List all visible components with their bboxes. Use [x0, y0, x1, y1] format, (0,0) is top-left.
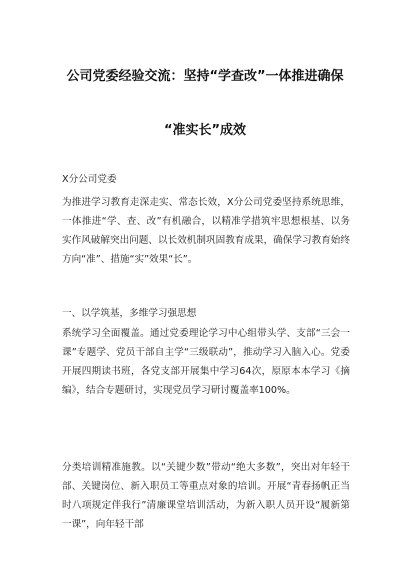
- document-title-line-2: “准实长”成效: [163, 123, 247, 138]
- intro-paragraph: 为推进学习教育走深走实、常态长效，X分公司党委坚持系统思维，一体推进“学、查、改”有机融合，以精准学措筑牢思想根基、以务实作风破解突出问题、以长效机制巩固教育成果，确保学习教育始终方向“准”、措施“实”效果“长”。: [62, 197, 350, 265]
- section-heading: 一、以学筑基，多维学习强思想: [62, 308, 197, 319]
- document-title-line-1: 公司党委经验交流：坚持“学查改”一体推进确保: [66, 69, 344, 84]
- body-paragraph-training: 分类培训精准施教。以“关键少数”带动“绝大多数”，突出对年轻干部、关键岗位、新入职员工等重点对象的培训。开展“青春扬帆正当时八项规定伴我行”清廉课堂培训活动，为新入职人员开设“履新第一课”，向年轻干部: [62, 462, 350, 530]
- organization-name: X分公司党委: [62, 174, 117, 185]
- body-paragraph-study: 系统学习全面覆盖。通过党委理论学习中心组带头学、支部“三会一课”专题学、党员干部自主学“三级联动”，推动学习入脑入心。党委开展四期读书班，各党支部开展集中学习64次，原原本本学习《摘编》，结合专题研讨，实现党员学习研讨覆盖率100%。: [62, 328, 350, 396]
